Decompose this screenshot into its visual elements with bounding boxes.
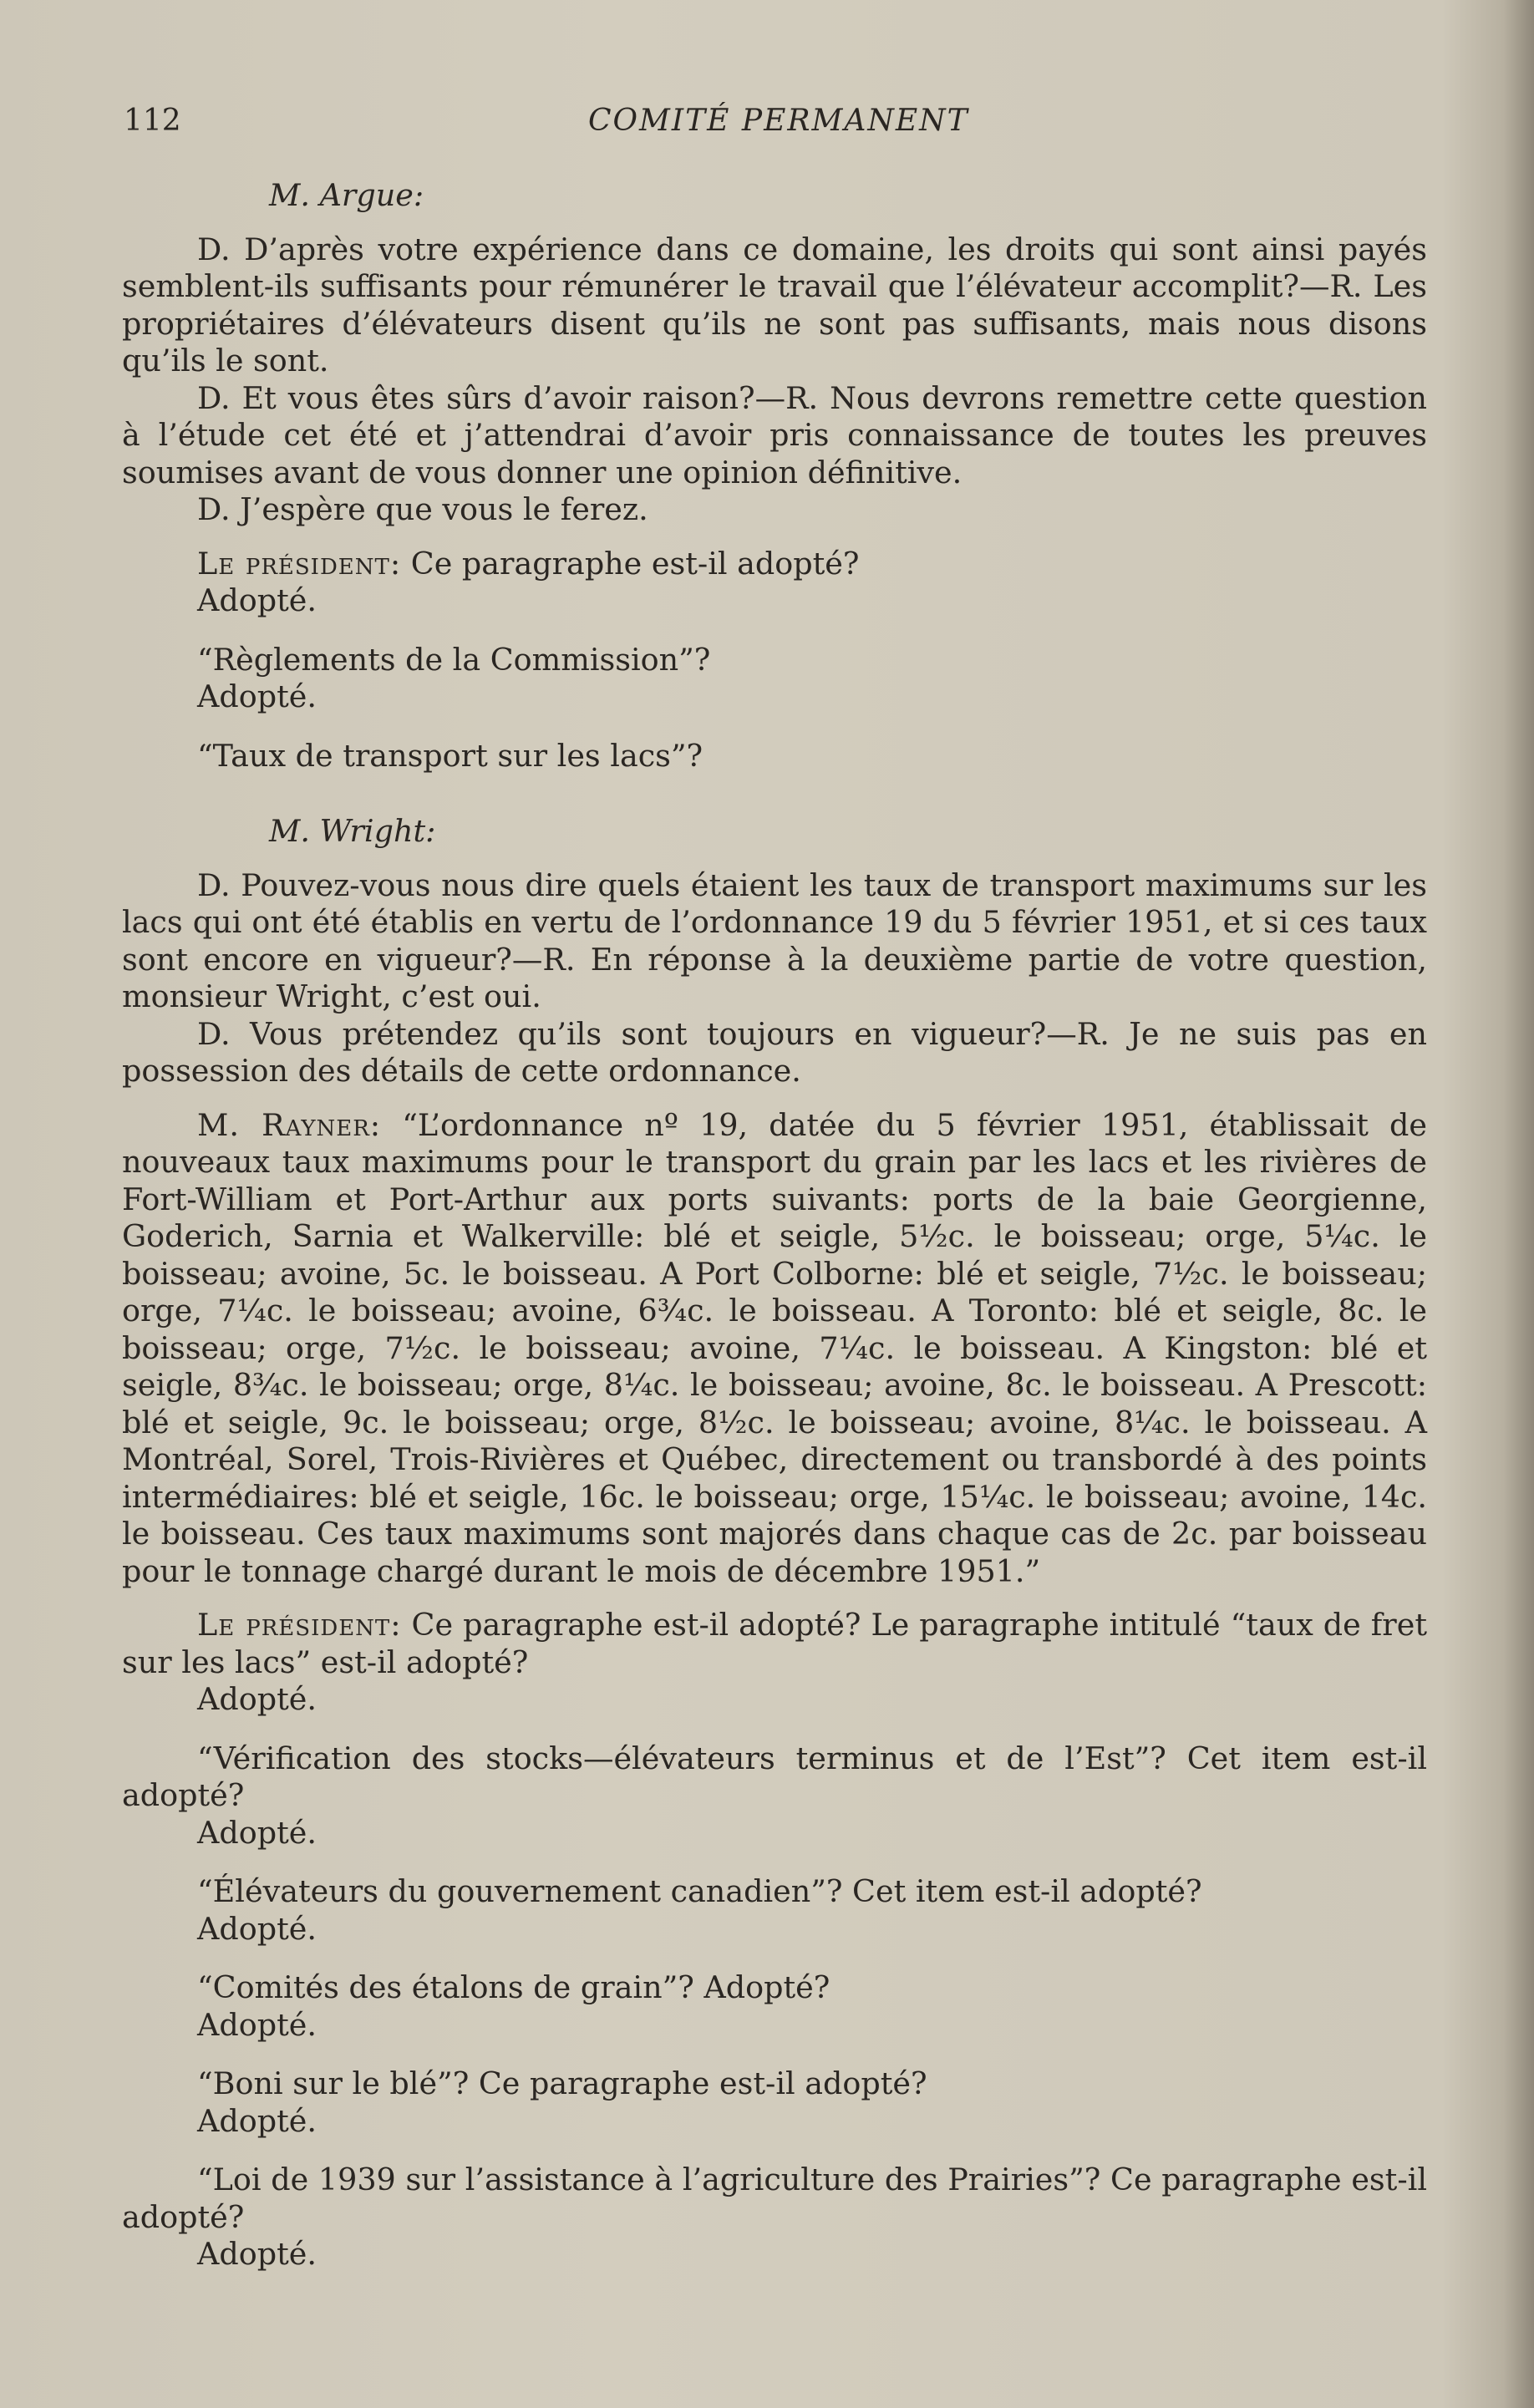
rayner-paragraph: [122, 1107, 1427, 1591]
item-title-paragraph: “Loi de 1939 sur l’assistance à l’agriculture des Prairies”? Ce paragraphe est-il adopté?: [122, 2162, 1427, 2235]
chair-paragraph: [122, 1607, 1427, 1681]
chair-text: Ce paragraphe est-il adopté? Le paragraphe intitulé “taux de fret sur les lacs” est-il adopté?: [122, 1607, 1427, 1680]
running-title: COMITÉ PERMANENT: [588, 104, 969, 138]
item-title-line: “Comités des étalons de grain”? Adopté?: [197, 1969, 830, 2005]
item-title-paragraph: “Vérification des stocks—élévateurs terminus et de l’Est”? Cet item est-il adopté?: [122, 1740, 1427, 1813]
speaker-heading: M. Argue:: [269, 177, 424, 213]
page-number: 112: [124, 104, 181, 138]
question-answer-paragraph: D. Pouvez-vous nous dire quels étaient les taux de transport maximums sur les lacs qui ont été établis en vertu de l’ordonnance 19 du 5 février 1951, et si ces taux sont encore en vigueur?—R. En réponse à la deuxième partie de votre question, monsieur Wright, c’est oui.: [122, 866, 1427, 1014]
chair-label: Le président:: [197, 1607, 402, 1643]
adopted-line: Adopté.: [197, 582, 317, 618]
chair-label: Le président:: [197, 545, 402, 582]
question-answer-paragraph: D. Et vous êtes sûrs d’avoir raison?—R. Nous devrons remettre cette question à l’étude cet été et j’attendrai d’avoir pris connaissance de toutes les preuves soumises avant de vous donner une opinion définitive.: [122, 379, 1427, 490]
rayner-label: M. Rayner:: [197, 1106, 382, 1143]
question-answer-paragraph: D. D’après votre expérience dans ce domaine, les droits qui sont ainsi payés semblent-ils suffisants pour rémunérer le travail que l’élévateur accomplit?—R. Les propriétaires d’élévateurs disent qu’ils ne sont pas suffisants, mais nous disons qu’ils le sont.: [122, 231, 1427, 378]
adopted-line: Adopté.: [197, 1681, 317, 1717]
adopted-line: Adopté.: [197, 1814, 317, 1851]
chair-text: Ce paragraphe est-il adopté?: [401, 545, 860, 582]
adopted-line: Adopté.: [197, 2102, 317, 2139]
transcript-body: [122, 177, 1427, 2273]
adopted-line: Adopté.: [197, 2006, 317, 2043]
item-title-line: “Règlements de la Commission”?: [197, 641, 711, 678]
question-paragraph: D. J’espère que vous le ferez.: [197, 491, 648, 527]
item-title-line: “Boni sur le blé”? Ce paragraphe est-il adopté?: [197, 2065, 927, 2101]
adopted-line: Adopté.: [197, 678, 317, 714]
adopted-line: Adopté.: [197, 1910, 317, 1947]
page-header: [124, 104, 1427, 144]
item-title-line: “Taux de transport sur les lacs”?: [197, 737, 704, 774]
question-answer-paragraph: D. Vous prétendez qu’ils sont toujours en vigueur?—R. Je ne suis pas en possession des détails de cette ordonnance.: [122, 1015, 1427, 1089]
adopted-line: Adopté.: [197, 2236, 317, 2272]
rayner-text: “L’ordonnance nº 19, datée du 5 février 1951, établissait de nouveaux taux maximums pour le transport du grain par les lacs et les rivières de Fort-William et Port-Arthur aux ports suivants: ports de la baie Georgienne, Goderich, Sarnia et Walkerville: blé et seigle, 5½c. le boisseau; orge, 5¼c. le boisseau; avoine, 5c. le boisseau. A Port Colborne: blé et seigle, 7½c. le boisseau; orge, 7¼c. le boisseau; avoine, 6¾c. le boisseau. A Toronto: blé et seigle, 8c. le boisseau; orge, 7½c. le boisseau; avoine, 7¼c. le boisseau. A Kingston: blé et seigle, 8¾c. le boisseau; orge, 8¼c. le boisseau; avoine, 8c. le boisseau. A Prescott: blé et seigle, 9c. le boisseau; orge, 8½c. le boisseau; avoine, 8¼c. le boisseau. A Montréal, Sorel, Trois-Rivières et Québec, directement ou transbordé à des points intermédiaires: blé et seigle, 16c. le boisseau; orge, 15¼c. le boisseau; avoine, 14c. le boisseau. Ces taux maximums sont majorés dans chaque cas de 2c. par boisseau pour le tonnage chargé durant le mois de décembre 1951.”: [122, 1106, 1427, 1589]
chair-paragraph: [122, 546, 1427, 583]
speaker-heading: M. Wright:: [269, 813, 436, 849]
item-title-line: “Élévateurs du gouvernement canadien”? Cet item est-il adopté?: [197, 1873, 1202, 1909]
